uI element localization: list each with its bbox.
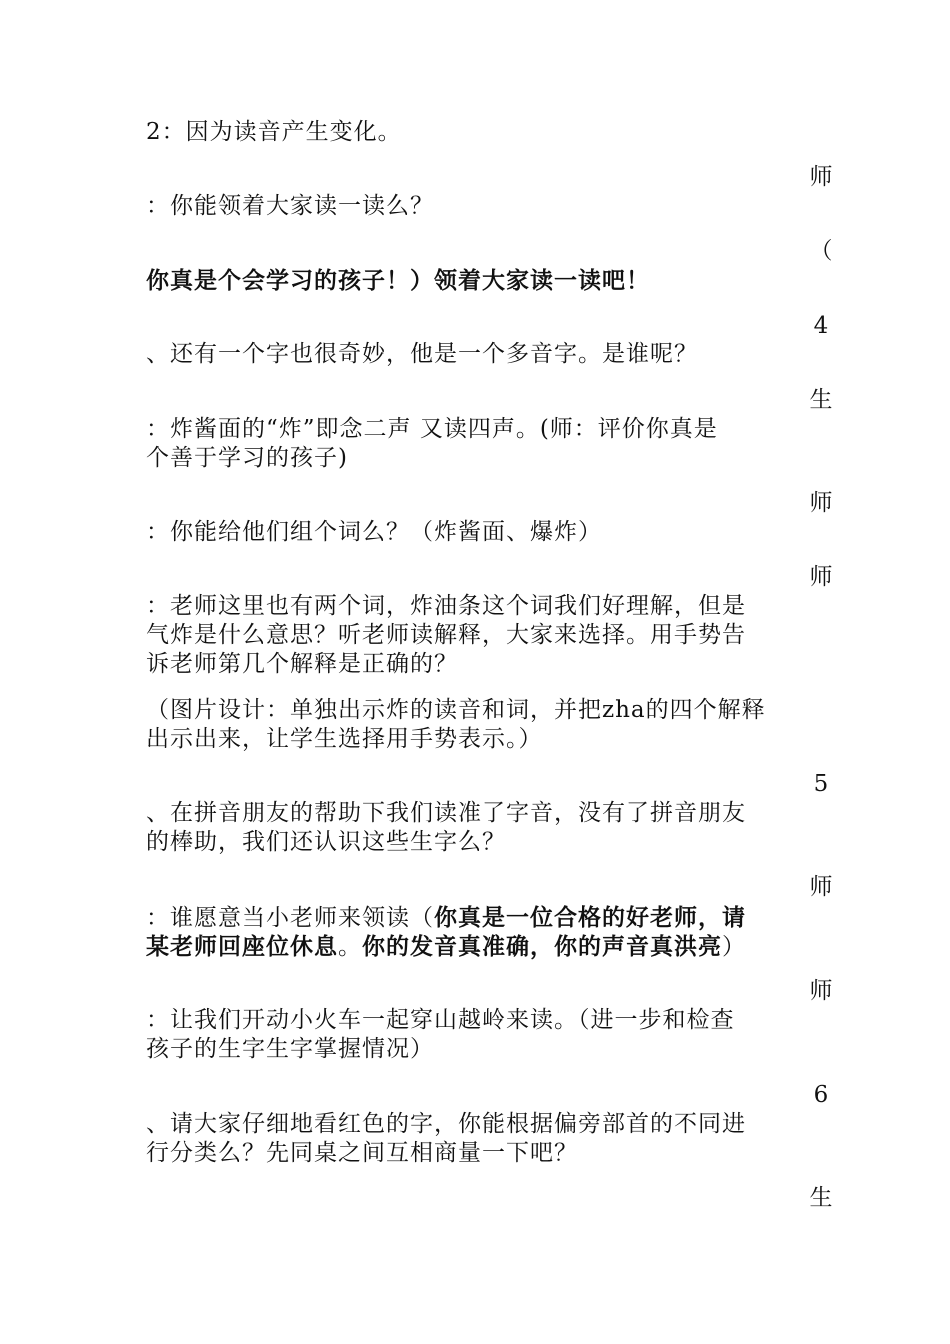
margin-label-paren: （ [809,238,833,264]
little-teacher-praise: 你真是一位合格的好老师，请 [434,904,746,931]
little-teacher-text: ：谁愿意当小老师来领读（ [146,905,434,931]
paragraph-pinyin-line-1: 、在拼音朋友的帮助下我们读准了字音，没有了拼音朋友 [146,800,746,826]
margin-label-teacher: 师 [809,978,833,1004]
little-teacher-praise-cont: 某老师回座位休息 [146,933,338,960]
paragraph-image-design-line-2: 出示出来，让学生选择用手势表示。） [146,726,543,752]
margin-label-student: 生 [809,1185,833,1211]
paragraph-lead-reading: ：你能领着大家读一读么？ [146,193,434,219]
paragraph-praise: 你真是个会学习的孩子！）领着大家读一读吧！ [146,267,650,294]
paragraph-little-teacher-line-2 [146,932,806,962]
paragraph-polyphonic: 、还有一个字也很奇妙，他是一个多音字。是谁呢？ [146,341,698,367]
paragraph-classify-line-2: 行分类么？先同桌之间互相商量一下吧？ [146,1140,578,1166]
margin-label-number-6: 6 [813,1082,829,1108]
margin-label-teacher: 师 [809,564,833,590]
paragraph-word-group: ：你能给他们组个词么？（炸酱面、爆炸） [146,519,602,545]
paragraph-train-line-1: ：让我们开动小火车一起穿山越岭来读。（进一步和检查 [146,1007,735,1033]
little-teacher-close-paren: ） [722,934,746,960]
paragraph-explanation-line-1: ：老师这里也有两个词，炸油条这个词我们好理解，但是 [146,593,746,619]
paragraph-train-line-2: 孩子的生字生字掌握情况） [146,1036,434,1062]
little-teacher-praise-voice: 你的发音真准确，你的声音真洪亮 [362,933,722,960]
paragraph-zha-line-2: 个善于学习的孩子) [146,445,348,471]
margin-label-number-4: 4 [813,313,829,339]
paragraph-explanation-line-2: 气炸是什么意思？听老师读解释，大家来选择。用手势告 [146,622,746,648]
margin-label-student: 生 [809,387,833,413]
paragraph-classify-line-1: 、请大家仔细地看红色的字，你能根据偏旁部首的不同进 [146,1111,746,1137]
paragraph-pinyin-line-2: 的棒助，我们还认识这些生字么？ [146,829,506,855]
paragraph-zha-line-1: ：炸酱面的“炸”即念二声 又读四声。(师：评价你真是 [146,416,718,442]
little-teacher-period: 。 [338,934,362,960]
margin-label-teacher: 师 [809,874,833,900]
margin-label-teacher: 师 [809,164,833,190]
paragraph-explanation-line-3: 诉老师第几个解释是正确的？ [146,651,458,677]
paragraph-little-teacher-line-1 [146,903,806,933]
paragraph-reason: 2：因为读音产生变化。 [146,119,402,145]
margin-label-number-5: 5 [813,771,829,797]
paragraph-image-design-line-1: （图片设计：单独出示炸的读音和词，并把zha的四个解释 [146,697,766,723]
margin-label-teacher: 师 [809,490,833,516]
